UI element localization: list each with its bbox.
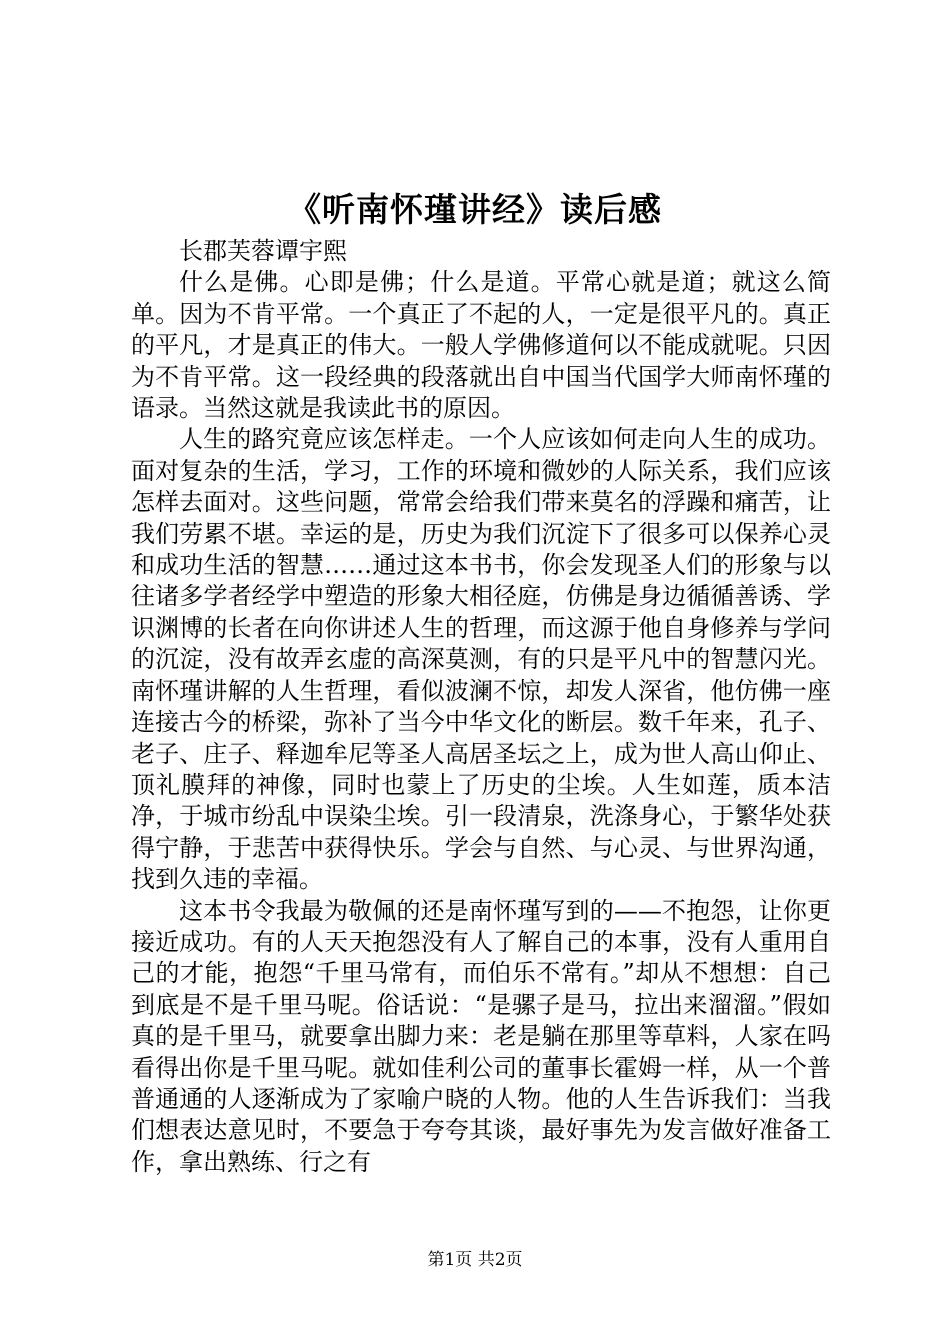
paragraph-2: 人生的路究竟应该怎样走。一个人应该如何走向人生的成功。面对复杂的生活，学习，工作的环境和微妙的人际关系，我们应该怎样去面对。这些问题，常常会给我们带来莫名的浮躁和痛苦，让我们劳累不堪。幸运的是，历史为我们沉淀下了很多可以保养心灵和成功生活的智慧……通过这本书书，你会发现圣人们的形象与以往诸多学者经学中塑造的形象大相径庭，仿佛是身边循循善诱、学识渊博的长者在向你讲述人生的哲理，而这源于他自身修养与学问的沉淀，没有故弄玄虚的高深莫测，有的只是平凡中的智慧闪光。南怀瑾讲解的人生哲理，看似波澜不惊，却发人深省，他仿佛一座连接古今的桥梁，弥补了当今中华文化的断层。数千年来，孔子、老子、庄子、释迦牟尼等圣人高居圣坛之上，成为世人高山仰止、顶礼膜拜的神像，同时也蒙上了历史的尘埃。人生如莲，质本洁净，于城市纷乱中误染尘埃。引一段清泉，洗涤身心，于繁华处获得宁静，于悲苦中获得快乐。学会与自然、与心灵、与世界沟通，找到久违的幸福。 — [131, 425, 831, 894]
paragraph-1: 什么是佛。心即是佛；什么是道。平常心就是道；就这么简单。因为不肯平常。一个真正了不起的人，一定是很平凡的。真正的平凡，才是真正的伟大。一般人学佛修道何以不能成就呢。只因为不肯平常。这一段经典的段落就出自中国当代国学大师南怀瑾的语录。当然这就是我读此书的原因。 — [131, 268, 831, 423]
page-footer: 第1页 共2页 — [427, 1250, 523, 1270]
document-title: 《听南怀瑾讲经》读后感 — [288, 190, 662, 229]
author-line: 长郡芙蓉谭宇熙 — [179, 237, 347, 265]
document-body — [131, 236, 831, 1178]
paragraph-3: 这本书令我最为敬佩的还是南怀瑾写到的——不抱怨，让你更接近成功。有的人天天抱怨没有人了解自己的本事，没有人重用自己的才能，抱怨“千里马常有，而伯乐不常有。”却从不想想：自己到底是不是千里马呢。俗话说：“是骡子是马，拉出来溜溜。”假如真的是千里马，就要拿出脚力来：老是躺在那里等草料，人家在吗看得出你是千里马呢。就如佳利公司的董事长霍姆一样，从一个普普通通的人逐渐成为了家喻户晓的人物。他的人生告诉我们：当我们想表达意见时，不要急于夸夸其谈，最好事先为发言做好准备工作，拿出熟练、行之有 — [131, 896, 831, 1176]
